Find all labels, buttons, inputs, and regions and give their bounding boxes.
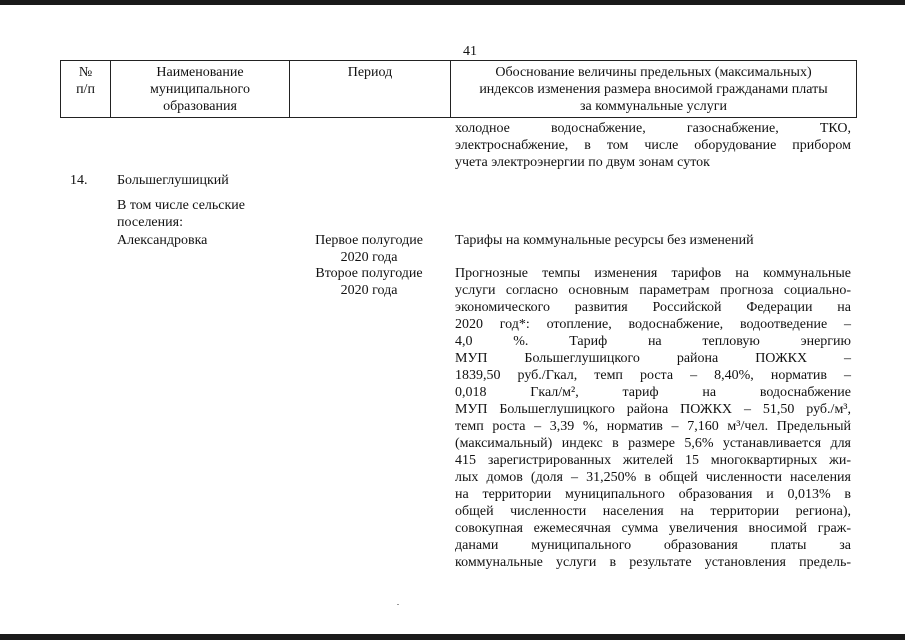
header-line: п/п <box>76 82 95 97</box>
basis-second-half-line: МУП Большеглушицкого района ПОЖКХ – 51,50 руб./м³, <box>455 402 851 417</box>
basis-second-half-line: лых домов (доля – 31,250% в общей численности населения <box>455 470 851 485</box>
row-number: 14. <box>70 173 88 188</box>
scan-speck <box>397 604 399 605</box>
basis-second-half-line: (максимальный) индекс в размере 5,6% устанавливается для <box>455 436 851 451</box>
header-line: № <box>78 65 93 80</box>
basis-second-half-line: услуги согласно основным параметрам прогноза социально- <box>455 283 851 298</box>
basis-second-half-line: общей численности населения на территории региона), <box>455 504 851 519</box>
header-line: образования <box>163 99 237 114</box>
basis-second-half-line: Прогнозные темпы изменения тарифов на коммунальные <box>455 266 851 281</box>
header-col-municipality <box>111 61 290 117</box>
basis-second-half-line: темп роста – 3,39 %, норматив – 7,160 м³/чел. Предельный <box>455 419 851 434</box>
period-line: Второе полугодие <box>315 266 423 281</box>
basis-second-half-line: 415 зарегистрированных жителей 15 многоквартирных жи- <box>455 453 851 468</box>
municipality-name: Большеглушицкий <box>117 173 229 188</box>
subheading-line: В том числе сельские <box>117 198 246 213</box>
continuation-line: учета электроэнергии по двум зонам суток <box>455 155 710 170</box>
header-line: муниципального <box>150 82 250 97</box>
header-line: индексов изменения размера вносимой гражданами платы <box>479 82 828 97</box>
period-line: Первое полугодие <box>315 233 423 248</box>
basis-second-half-line: на территории муниципального образования и 0,013% в <box>455 487 851 502</box>
table-header <box>60 60 857 118</box>
period-second-half <box>305 265 433 299</box>
basis-second-half-line: 1839,50 руб./Гкал, темп роста – 8,40%, норматив – <box>455 368 851 383</box>
header-line: Период <box>347 65 393 80</box>
header-col-basis <box>451 61 856 117</box>
basis-first-half: Тарифы на коммунальные ресурсы без изменений <box>455 233 754 248</box>
basis-second-half-line: коммунальные услуги в результате установления предель- <box>455 555 851 570</box>
subheading-line: поселения: <box>117 215 183 230</box>
period-first-half <box>305 232 433 266</box>
basis-second-half-line: 0,018 Гкал/м², тариф на водоснабжение <box>455 385 851 400</box>
header-line: Обоснование величины предельных (максимальных) <box>495 65 812 80</box>
scan-edge-bottom <box>0 634 905 640</box>
basis-second-half-line: МУП Большеглушицкого района ПОЖКХ – <box>455 351 851 366</box>
basis-second-half-line: совокупная ежемесячная сумма увеличения вносимой граж- <box>455 521 851 536</box>
header-col-period <box>290 61 451 117</box>
header-line: за коммунальные услуги <box>579 99 728 114</box>
basis-second-half-line: данами муниципального образования платы за <box>455 538 851 553</box>
page-number: 41 <box>463 44 477 59</box>
scan-edge-top <box>0 0 905 5</box>
basis-second-half-line: экономического развития Российской Федерации на <box>455 300 851 315</box>
basis-second-half-line: 2020 год*: отопление, водоснабжение, водоотведение – <box>455 317 851 332</box>
period-line: 2020 года <box>340 250 398 265</box>
basis-second-half-line: 4,0 %. Тариф на тепловую энергию <box>455 334 851 349</box>
period-line: 2020 года <box>340 283 398 298</box>
settlement-name: Александровка <box>117 233 208 248</box>
continuation-line: холодное водоснабжение, газоснабжение, ТКО, <box>455 121 851 136</box>
header-line: Наименование <box>156 65 244 80</box>
header-col-number <box>61 61 111 117</box>
continuation-line: электроснабжение, в том числе оборудование прибором <box>455 138 851 153</box>
